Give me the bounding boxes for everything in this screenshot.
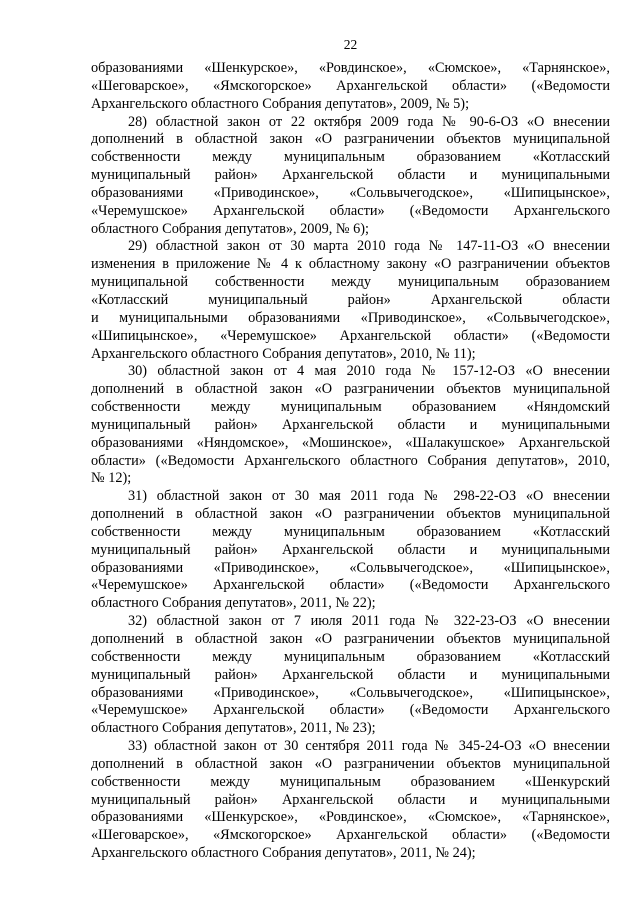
paragraph-first-line: 33) областной закон от 30 сентября 2011 года № 345-24-ОЗ «О внесении xyxy=(128,738,610,755)
paragraph-first-line: 30) областной закон от 4 мая 2010 года № 157-12-ОЗ «О внесении xyxy=(128,363,610,380)
text-line: муниципальный район» Архангельской области и муниципальными xyxy=(91,791,610,808)
text-line: Архангельского областного Собрания депутатов», 2009, № 5); xyxy=(91,95,470,112)
text-line: дополнений в областной закон «О разграничении объектов муниципальной xyxy=(91,381,610,398)
text-line: муниципальный район» Архангельской области и муниципальными xyxy=(91,416,610,433)
text-line: областного Собрания депутатов», 2011, № 22); xyxy=(91,595,376,612)
text-line: Архангельского областного Собрания депутатов», 2011, № 24); xyxy=(91,845,476,862)
text-line: «Котласский муниципальный район» Архангельской области xyxy=(91,291,610,308)
text-line: образованиями «Няндомское», «Мошинское», «Шалакушское» Архангельской xyxy=(91,434,610,451)
text-line: «Шеговарское», «Ямскогорское» Архангельской области» («Ведомости xyxy=(91,827,610,844)
paragraph-first-line: 28) областной закон от 22 октября 2009 года № 90-6-ОЗ «О внесении xyxy=(128,113,610,130)
page-number: 22 xyxy=(343,37,358,52)
text-line: изменения в приложение № 4 к областному закону «О разграничении объектов xyxy=(91,256,610,273)
text-line: образованиями «Шенкурское», «Ровдинское», «Сюмское», «Тарнянское», xyxy=(91,809,610,826)
text-line: образованиями «Приводинское», «Сольвычегодское», «Шипицынское», xyxy=(91,684,610,701)
text-line: образованиями «Приводинское», «Сольвычегодское», «Шипицынское», xyxy=(91,559,610,576)
text-line: области» («Ведомости Архангельского областного Собрания депутатов», 2010, xyxy=(91,452,610,469)
text-line: собственности между муниципальным образованием «Котласский xyxy=(91,648,610,665)
paragraph-first-line: 32) областной закон от 7 июля 2011 года № 322-23-ОЗ «О внесении xyxy=(128,613,610,630)
text-line: собственности между муниципальным образованием «Няндомский xyxy=(91,399,610,416)
text-line: дополнений в областной закон «О разграничении объектов муниципальной xyxy=(91,131,610,148)
text-line: областного Собрания депутатов», 2009, № 6); xyxy=(91,220,369,237)
text-line: образованиями «Приводинское», «Сольвычегодское», «Шипицынское», xyxy=(91,184,610,201)
text-line: и муниципальными образованиями «Приводинское», «Сольвычегодское», xyxy=(91,309,610,326)
text-line: собственности между муниципальным образованием «Шенкурский xyxy=(91,773,610,790)
text-line: муниципальной собственности между муниципальным образованием xyxy=(91,274,610,291)
text-line: «Черемушское» Архангельской области» («Ведомости Архангельского xyxy=(91,202,610,219)
document-body xyxy=(91,60,610,863)
text-line: «Черемушское» Архангельской области» («Ведомости Архангельского xyxy=(91,577,610,594)
paragraph-first-line: 31) областной закон от 30 мая 2011 года № 298-22-ОЗ «О внесении xyxy=(128,488,610,505)
paragraph-first-line: 29) областной закон от 30 марта 2010 года № 147-11-ОЗ «О внесении xyxy=(128,238,610,255)
document-page xyxy=(91,36,610,863)
text-line: «Шипицынское», «Черемушское» Архангельской области» («Ведомости xyxy=(91,327,610,344)
text-line: дополнений в областной закон «О разграничении объектов муниципальной xyxy=(91,506,610,523)
text-line: собственности между муниципальным образованием «Котласский xyxy=(91,149,610,166)
text-line: областного Собрания депутатов», 2011, № 23); xyxy=(91,720,376,737)
text-line: муниципальный район» Архангельской области и муниципальными xyxy=(91,167,610,184)
text-line: Архангельского областного Собрания депутатов», 2010, № 11); xyxy=(91,345,476,362)
text-line: № 12); xyxy=(91,470,132,487)
text-line: «Черемушское» Архангельской области» («Ведомости Архангельского xyxy=(91,702,610,719)
text-line: муниципальный район» Архангельской области и муниципальными xyxy=(91,541,610,558)
text-line: муниципальный район» Архангельской области и муниципальными xyxy=(91,666,610,683)
text-line: образованиями «Шенкурское», «Ровдинское», «Сюмское», «Тарнянское», xyxy=(91,60,610,76)
text-line: собственности между муниципальным образованием «Котласский xyxy=(91,523,610,540)
text-line: дополнений в областной закон «О разграничении объектов муниципальной xyxy=(91,631,610,647)
text-line: дополнений в областной закон «О разграничении объектов муниципальной xyxy=(91,755,610,772)
text-line: «Шеговарское», «Ямскогорское» Архангельской области» («Ведомости xyxy=(91,77,610,94)
